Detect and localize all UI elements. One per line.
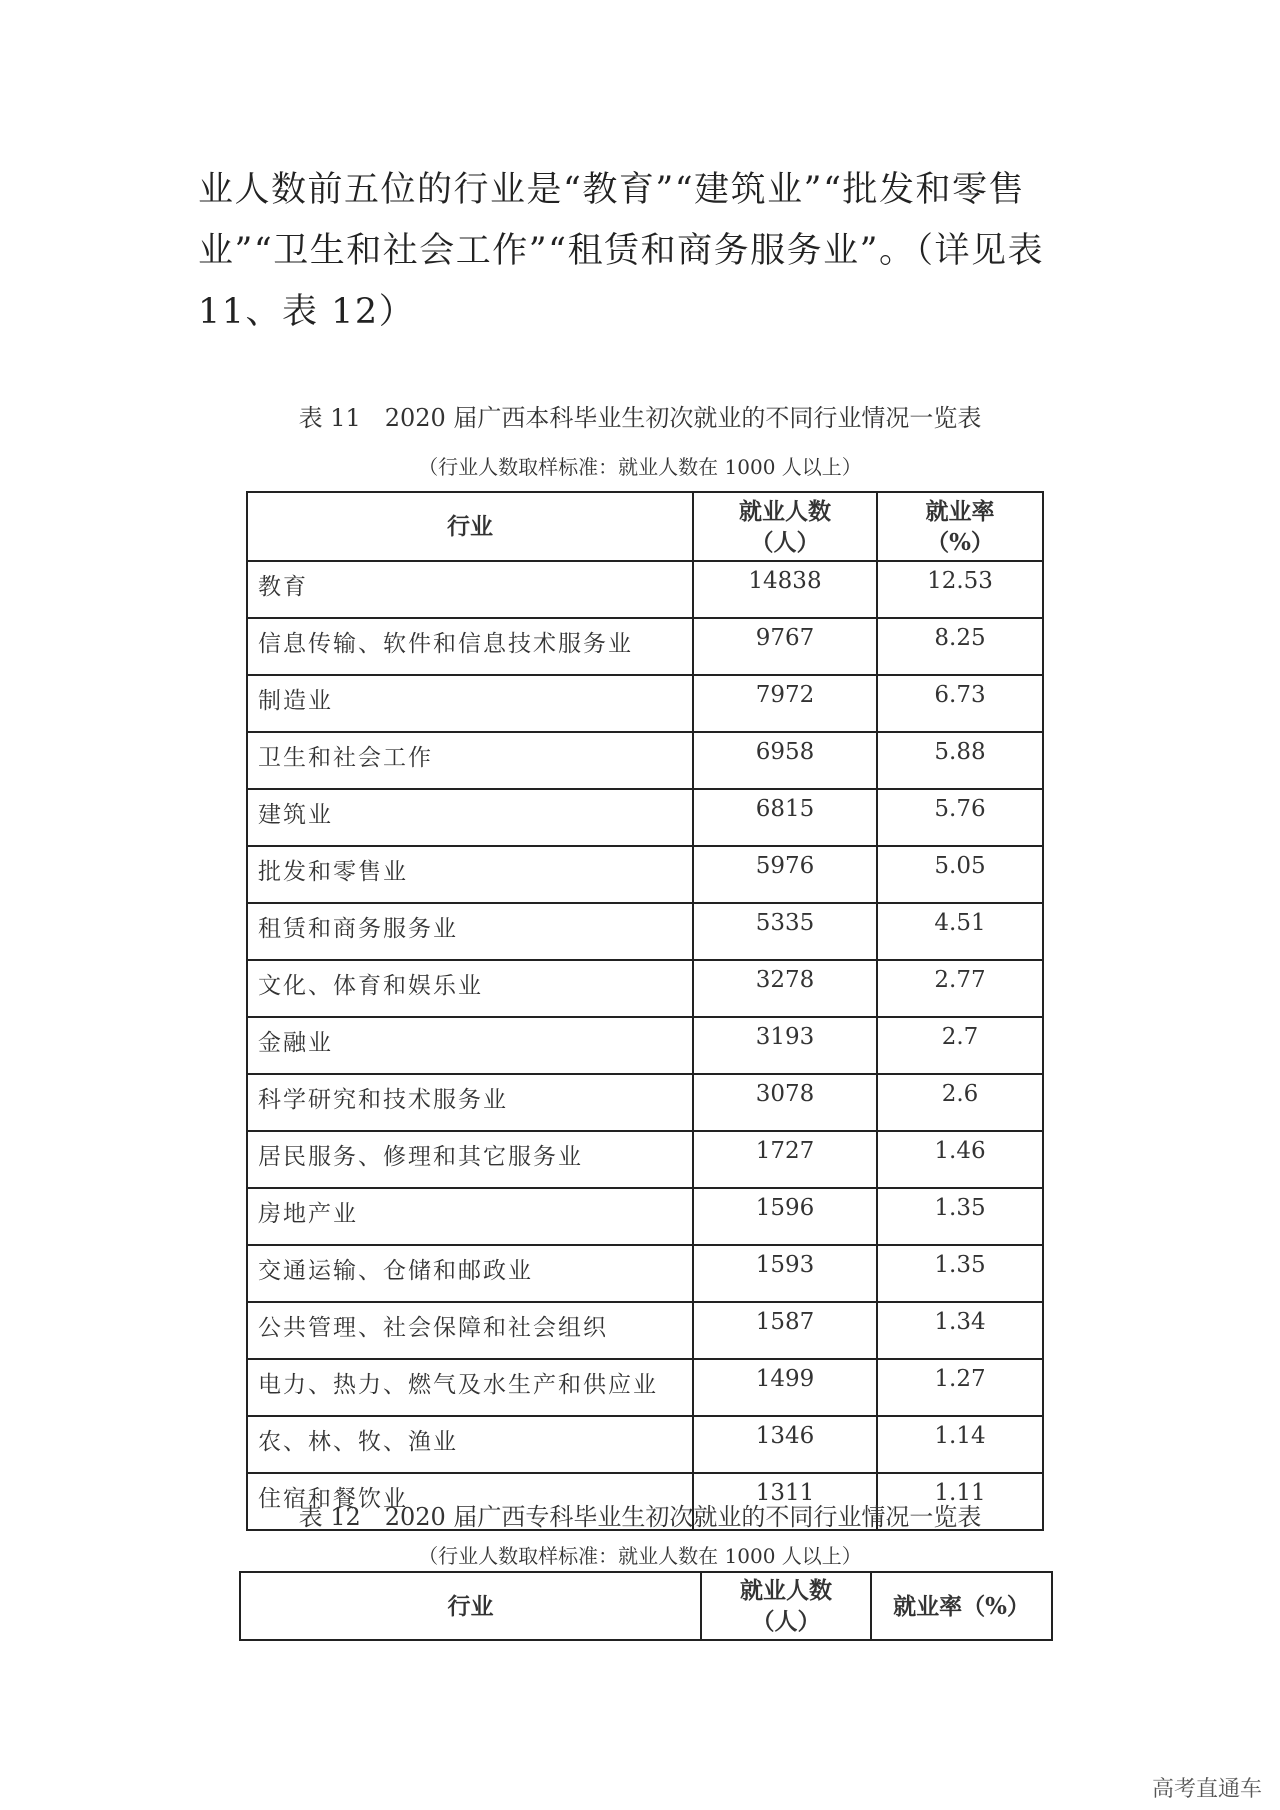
header-industry: 行业: [240, 1572, 701, 1640]
header-count: [693, 492, 877, 561]
cell-count: 1499: [693, 1359, 877, 1416]
cell-rate: 1.14: [877, 1416, 1043, 1473]
header-rate-unit: （%）: [926, 528, 994, 556]
cell-industry: 科学研究和技术服务业: [247, 1074, 693, 1131]
cell-industry: 电力、热力、燃气及水生产和供应业: [247, 1359, 693, 1416]
cell-rate: 2.6: [877, 1074, 1043, 1131]
cell-industry: 批发和零售业: [247, 846, 693, 903]
cell-count: 3193: [693, 1017, 877, 1074]
header-count-unit: （人）: [750, 528, 820, 556]
table-row: [247, 789, 1043, 846]
cell-rate: 5.76: [877, 789, 1043, 846]
table11-subtitle: （行业人数取样标准：就业人数在 1000 人以上）: [418, 455, 862, 479]
cell-industry: 制造业: [247, 675, 693, 732]
table-row: [247, 960, 1043, 1017]
cell-rate: 1.27: [877, 1359, 1043, 1416]
table-row: [247, 1074, 1043, 1131]
table-row: [247, 1188, 1043, 1245]
header-count-label: 就业人数: [739, 497, 831, 525]
cell-count: 3078: [693, 1074, 877, 1131]
cell-rate: 12.53: [877, 561, 1043, 618]
table-row: [247, 1359, 1043, 1416]
cell-count: 9767: [693, 618, 877, 675]
table-row: [247, 846, 1043, 903]
table-row: [247, 903, 1043, 960]
table12-caption: 表 12 2020 届广西专科毕业生初次就业的不同行业情况一览表: [298, 1503, 982, 1531]
cell-count: 6958: [693, 732, 877, 789]
cell-count: 6815: [693, 789, 877, 846]
cell-industry: 住宿和餐饮业: [247, 1473, 693, 1530]
table-row: [247, 1245, 1043, 1302]
cell-rate: 1.46: [877, 1131, 1043, 1188]
cell-industry: 房地产业: [247, 1188, 693, 1245]
cell-rate: 6.73: [877, 675, 1043, 732]
table-row: [247, 561, 1043, 618]
cell-rate: 1.35: [877, 1245, 1043, 1302]
cell-industry: 卫生和社会工作: [247, 732, 693, 789]
header-count-unit: （人）: [751, 1608, 821, 1635]
table12-subtitle: （行业人数取样标准：就业人数在 1000 人以上）: [418, 1544, 862, 1568]
cell-industry: 建筑业: [247, 789, 693, 846]
cell-count: 3278: [693, 960, 877, 1017]
cell-count: 5976: [693, 846, 877, 903]
table-row: [247, 732, 1043, 789]
cell-industry: 教育: [247, 561, 693, 618]
paragraph-line: 11、表 12）: [198, 292, 416, 332]
table11: [246, 491, 1044, 1531]
cell-count: 1727: [693, 1131, 877, 1188]
cell-count: 1311: [693, 1473, 877, 1530]
cell-count: 5335: [693, 903, 877, 960]
cell-rate: 1.11: [877, 1473, 1043, 1530]
cell-rate: 2.7: [877, 1017, 1043, 1074]
header-count: [701, 1572, 871, 1640]
cell-industry: 信息传输、软件和信息技术服务业: [247, 618, 693, 675]
table12: [239, 1571, 1053, 1641]
cell-industry: 居民服务、修理和其它服务业: [247, 1131, 693, 1188]
header-industry: 行业: [247, 492, 693, 561]
header-rate-label: 就业率: [925, 497, 995, 525]
watermark: 高考直通车: [1151, 1777, 1262, 1802]
cell-industry: 公共管理、社会保障和社会组织: [247, 1302, 693, 1359]
cell-count: 14838: [693, 561, 877, 618]
cell-industry: 金融业: [247, 1017, 693, 1074]
table-row: [247, 1302, 1043, 1359]
cell-industry: 租赁和商务服务业: [247, 903, 693, 960]
cell-rate: 4.51: [877, 903, 1043, 960]
table-row: [247, 1017, 1043, 1074]
paragraph-line: 业人数前五位的行业是“教育”“建筑业”“批发和零售: [198, 170, 1025, 210]
cell-count: 1593: [693, 1245, 877, 1302]
cell-rate: 5.88: [877, 732, 1043, 789]
header-count-label: 就业人数: [740, 1577, 832, 1604]
cell-count: 7972: [693, 675, 877, 732]
table-row: [247, 675, 1043, 732]
table11-caption: 表 11 2020 届广西本科毕业生初次就业的不同行业情况一览表: [298, 404, 982, 432]
paragraph-line: 业”“卫生和社会工作”“租赁和商务服务业”。（详见表: [198, 231, 1044, 271]
cell-rate: 8.25: [877, 618, 1043, 675]
header-rate: 就业率（%）: [871, 1572, 1052, 1640]
table-row: [247, 1131, 1043, 1188]
cell-industry: 农、林、牧、渔业: [247, 1416, 693, 1473]
cell-count: 1596: [693, 1188, 877, 1245]
body-paragraph: [198, 160, 1098, 343]
cell-rate: 2.77: [877, 960, 1043, 1017]
cell-industry: 交通运输、仓储和邮政业: [247, 1245, 693, 1302]
table-row: [247, 618, 1043, 675]
header-rate: [877, 492, 1043, 561]
cell-count: 1587: [693, 1302, 877, 1359]
cell-rate: 1.34: [877, 1302, 1043, 1359]
table-row: [247, 1416, 1043, 1473]
cell-count: 1346: [693, 1416, 877, 1473]
cell-rate: 5.05: [877, 846, 1043, 903]
cell-industry: 文化、体育和娱乐业: [247, 960, 693, 1017]
cell-rate: 1.35: [877, 1188, 1043, 1245]
